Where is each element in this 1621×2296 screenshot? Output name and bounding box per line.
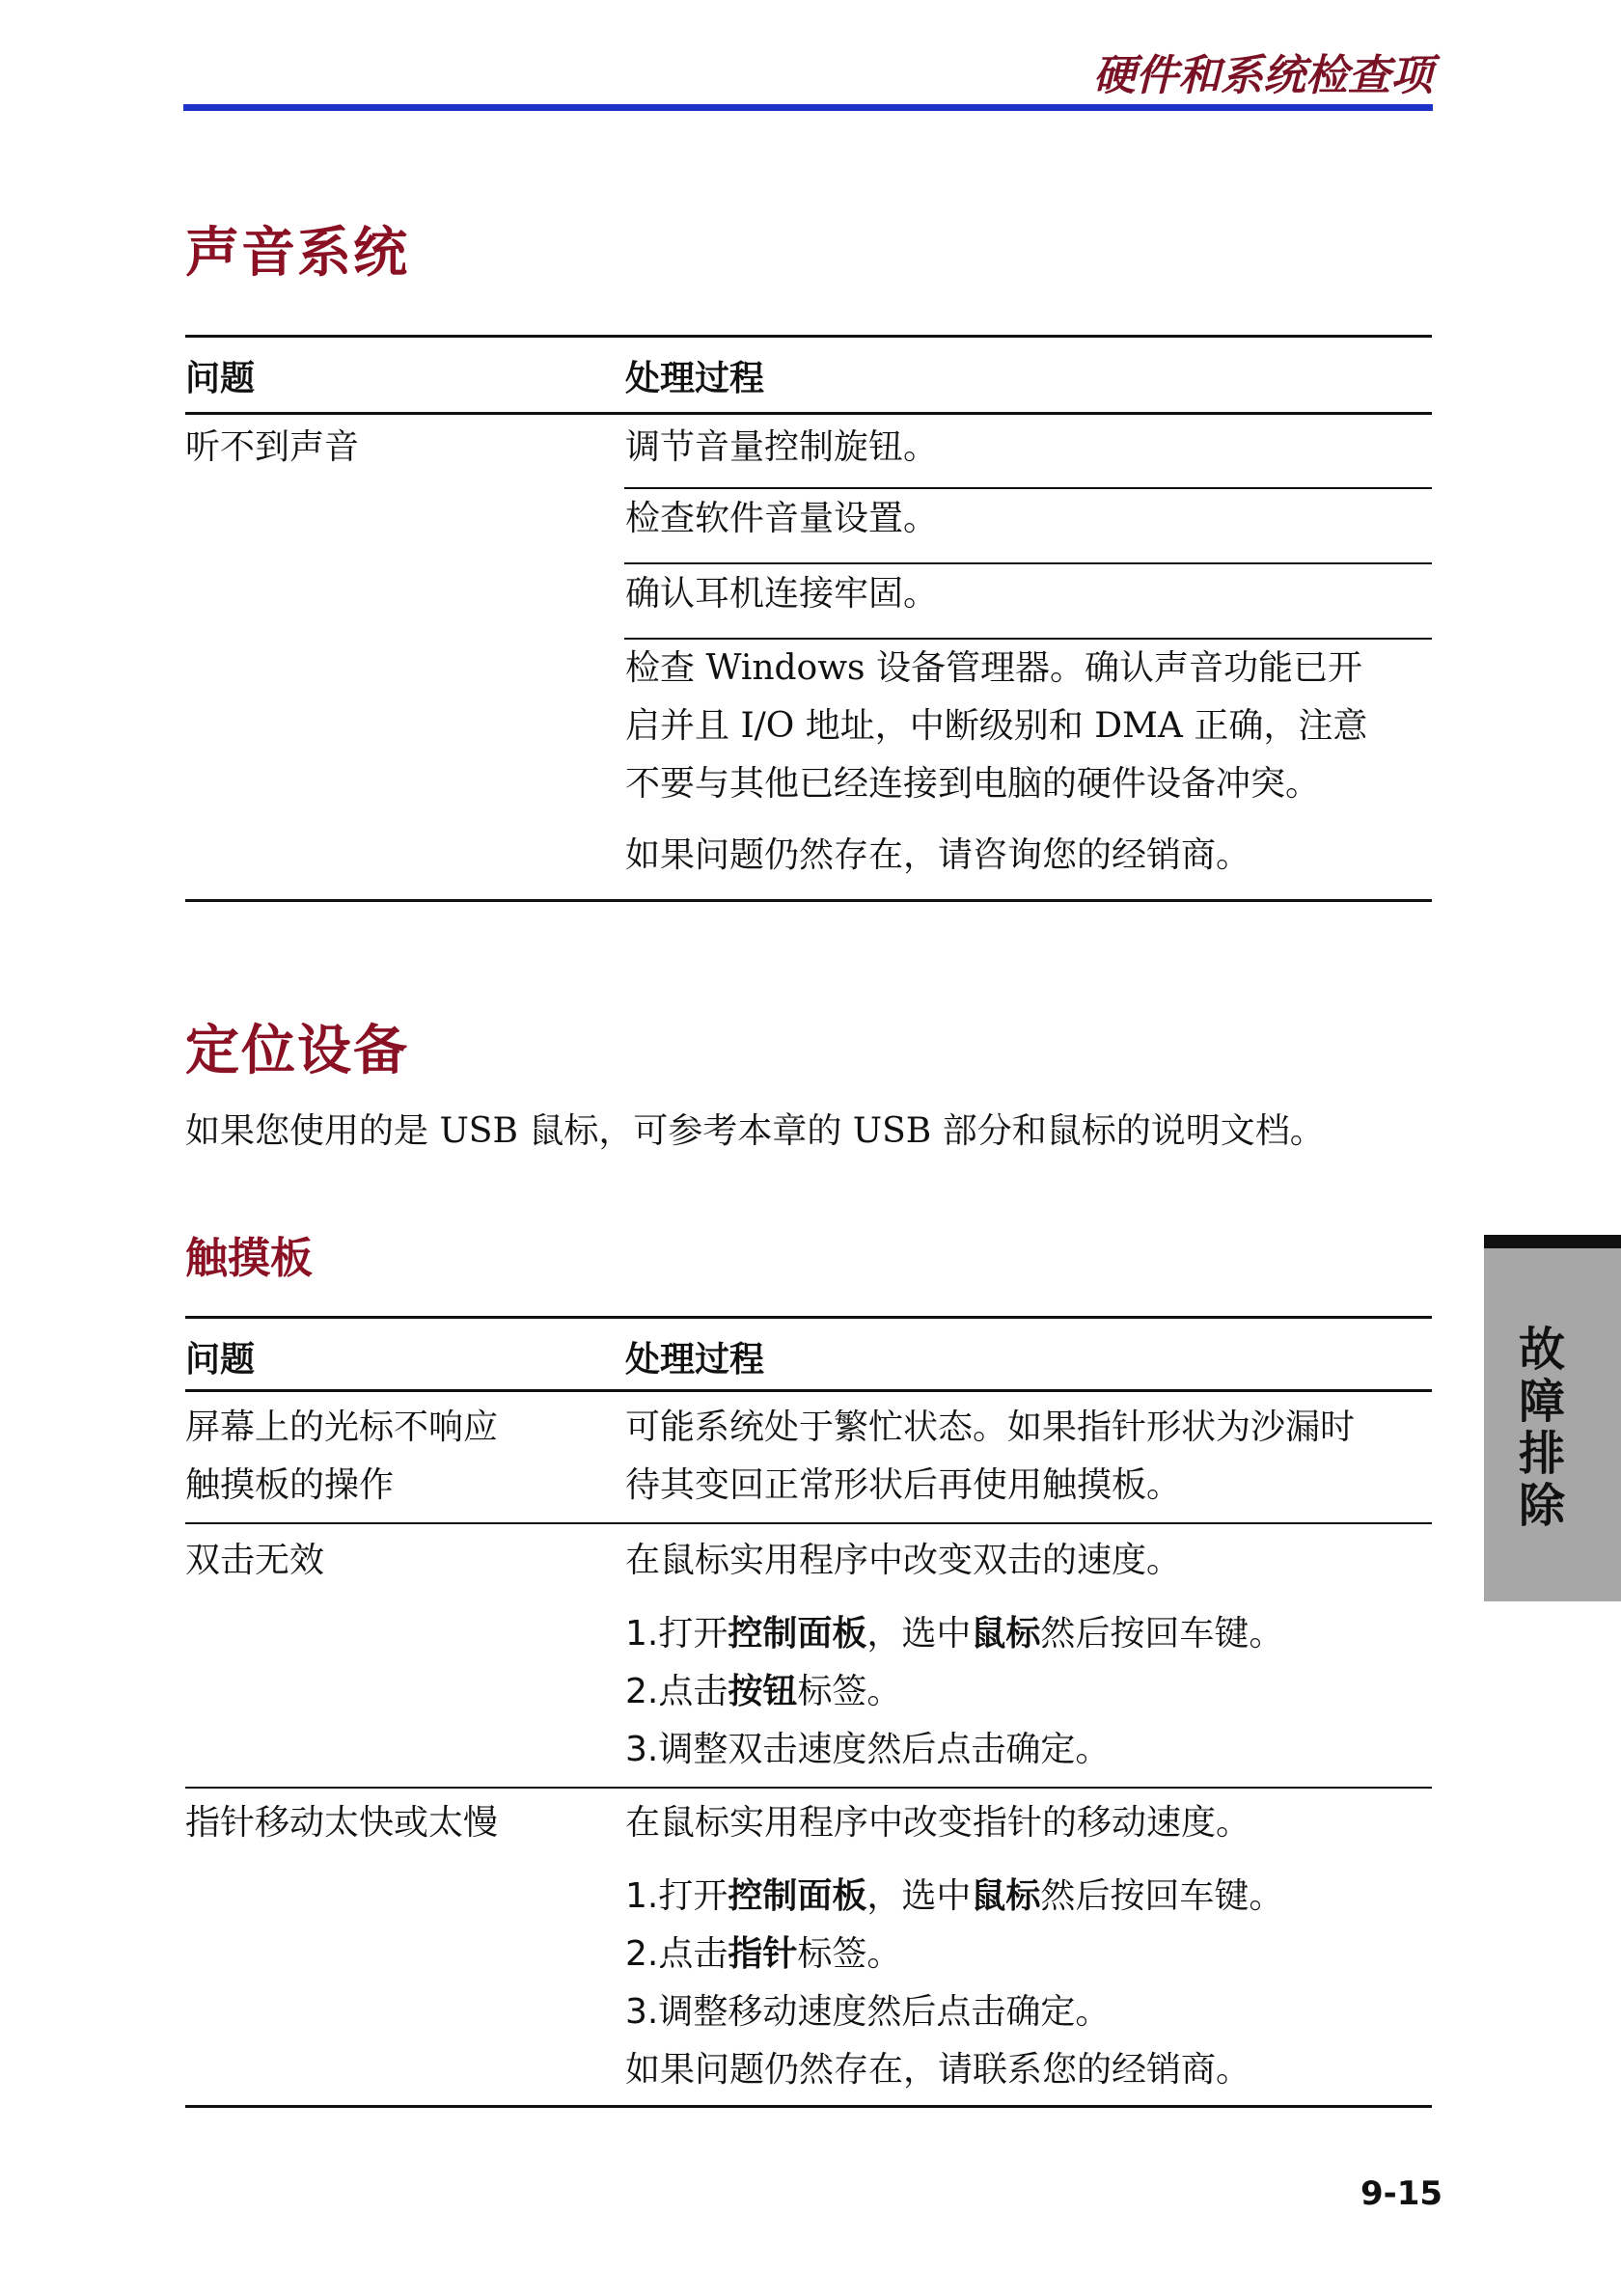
step-number: 3. xyxy=(625,1730,659,1769)
sound-step-volume-knob: 调节音量控制旋钮。 xyxy=(625,427,939,467)
sound-col-problem: 问题 xyxy=(185,359,256,398)
sound-header-rule xyxy=(185,412,1432,415)
step-emphasis: 鼠标 xyxy=(971,1614,1041,1654)
touchpad-col-problem: 问题 xyxy=(185,1340,256,1380)
touchpad-row-rule xyxy=(185,1522,1432,1524)
procedure-line: 待其变回正常形状后再使用触摸板。 xyxy=(625,1465,1182,1505)
sound-dealer-note: 如果问题仍然存在，请咨询您的经销商。 xyxy=(625,835,1251,875)
sound-step-software-volume: 检查软件音量设置。 xyxy=(625,499,939,538)
touchpad-row-2-problem: 双击无效 xyxy=(185,1541,325,1580)
step-text: 打开 xyxy=(658,1614,728,1654)
sound-step-headphones: 确认耳机连接牢固。 xyxy=(625,574,939,614)
side-tab-char: 除 xyxy=(1518,1479,1565,1533)
touchpad-row-2-intro: 在鼠标实用程序中改变双击的速度。 xyxy=(625,1541,1182,1580)
sound-subrule xyxy=(624,562,1432,564)
step-number: 1. xyxy=(625,1876,659,1916)
sound-step-device-manager xyxy=(625,640,1436,813)
side-tab-char: 故 xyxy=(1518,1323,1565,1377)
step-emphasis: 指针 xyxy=(728,1934,798,1974)
problem-line: 屏幕上的光标不响应 xyxy=(185,1408,499,1447)
step-text: ，选中 xyxy=(866,1614,972,1654)
header-rule xyxy=(183,104,1433,111)
sound-table-bottom-rule xyxy=(185,899,1432,902)
touchpad-row-3-intro: 在鼠标实用程序中改变指针的移动速度。 xyxy=(625,1803,1251,1843)
device-manager-line: 不要与其他已经连接到电脑的硬件设备冲突。 xyxy=(625,764,1321,804)
sound-problem: 听不到声音 xyxy=(185,427,360,467)
device-manager-line: 启并且 I/O 地址，中断级别和 DMA 正确，注意 xyxy=(625,706,1368,746)
step-number: 2. xyxy=(625,1934,659,1974)
step-3 xyxy=(625,1983,1436,2041)
page-number: 9-15 xyxy=(1360,2174,1443,2213)
step-text: 标签。 xyxy=(797,1672,902,1711)
touchpad-row-rule xyxy=(185,1787,1432,1789)
step-text: 然后按回车键。 xyxy=(1040,1876,1284,1916)
sound-heading: 声音系统 xyxy=(185,222,409,285)
procedure-line: 可能系统处于繁忙状态。如果指针形状为沙漏时 xyxy=(625,1408,1356,1447)
step-emphasis: 鼠标 xyxy=(971,1876,1041,1916)
step-1 xyxy=(625,1605,1436,1663)
pointing-intro: 如果您使用的是 USB 鼠标，可参考本章的 USB 部分和鼠标的说明文档。 xyxy=(185,1111,1325,1151)
pointing-heading: 定位设备 xyxy=(185,1020,409,1082)
side-tab-char: 排 xyxy=(1518,1427,1565,1481)
step-number: 2. xyxy=(625,1672,659,1711)
step-2 xyxy=(625,1663,1436,1721)
side-tab-char: 障 xyxy=(1518,1375,1565,1429)
step-text: 点击 xyxy=(658,1672,728,1711)
step-3 xyxy=(625,1721,1436,1779)
touchpad-row-1-procedure xyxy=(625,1399,1436,1515)
step-1 xyxy=(625,1868,1436,1926)
step-2 xyxy=(625,1926,1436,1983)
touchpad-heading: 触摸板 xyxy=(185,1234,313,1283)
touchpad-table-bottom-rule xyxy=(185,2105,1432,2108)
running-header: 硬件和系统检查项 xyxy=(1093,51,1433,100)
dealer-note: 如果问题仍然存在，请联系您的经销商。 xyxy=(625,2050,1251,2090)
touchpad-row-3-problem: 指针移动太快或太慢 xyxy=(185,1803,499,1843)
sound-col-procedure: 处理过程 xyxy=(625,359,765,398)
touchpad-col-procedure: 处理过程 xyxy=(625,1340,765,1380)
chapter-side-tab-label xyxy=(1513,1324,1571,1532)
step-emphasis: 按钮 xyxy=(728,1672,798,1711)
sound-table-top-rule xyxy=(185,335,1432,338)
step-emphasis: 控制面板 xyxy=(728,1876,867,1916)
step-text: 调整移动速度然后点击确定。 xyxy=(658,1992,1111,2032)
step-text: 然后按回车键。 xyxy=(1040,1614,1284,1654)
step-text: 调整双击速度然后点击确定。 xyxy=(658,1730,1111,1769)
step-emphasis: 控制面板 xyxy=(728,1614,867,1654)
touchpad-row-2-steps xyxy=(625,1605,1436,1779)
step-text: 点击 xyxy=(658,1934,728,1974)
problem-line: 触摸板的操作 xyxy=(185,1465,395,1505)
device-manager-line: 检查 Windows 设备管理器。确认声音功能已开 xyxy=(625,648,1362,688)
step-text: ，选中 xyxy=(866,1876,972,1916)
step-number: 3. xyxy=(625,1992,659,2032)
step-text: 打开 xyxy=(658,1876,728,1916)
sound-subrule xyxy=(624,487,1432,489)
touchpad-row-3-steps xyxy=(625,1868,1436,2099)
touchpad-row-1-problem xyxy=(185,1399,600,1515)
touchpad-header-rule xyxy=(185,1389,1432,1392)
step-text: 标签。 xyxy=(797,1934,902,1974)
step-number: 1. xyxy=(625,1614,659,1654)
touchpad-table-top-rule xyxy=(185,1316,1432,1319)
